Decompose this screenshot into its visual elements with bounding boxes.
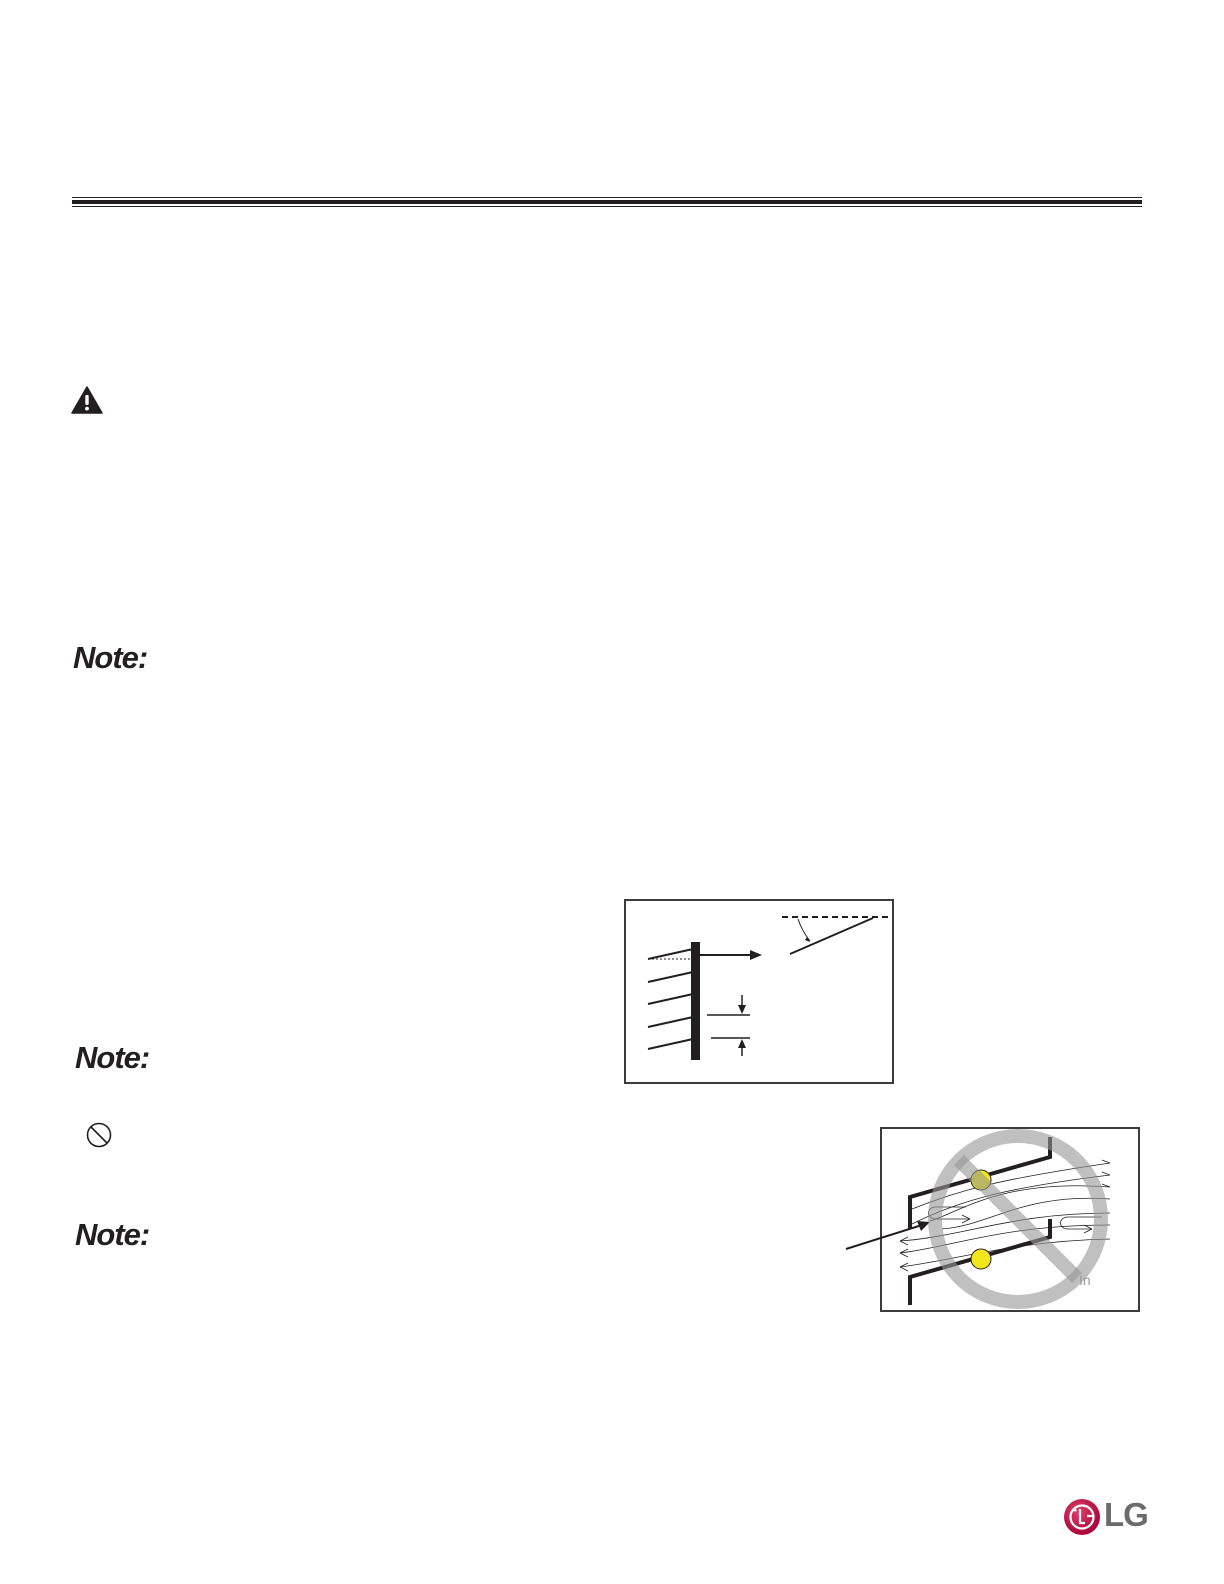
note-label: Note: [75, 1217, 150, 1252]
header-rule-top [72, 197, 1142, 198]
partial-figure-label: In [1079, 1272, 1091, 1288]
note-label: Note: [75, 1040, 150, 1075]
lg-logo [1063, 1496, 1148, 1537]
header-rule-middle [72, 200, 1142, 204]
note-label: Note: [73, 640, 148, 675]
warning-triangle-icon [71, 386, 103, 414]
prohibited-icon [85, 1121, 113, 1149]
prohibited-airflow-diagram [880, 1127, 1140, 1312]
header-rule-bottom [72, 206, 1142, 207]
lg-logo-text: LG [1104, 1496, 1148, 1533]
fin-slope-diagram [624, 899, 894, 1084]
lg-face-icon [1063, 1498, 1101, 1536]
